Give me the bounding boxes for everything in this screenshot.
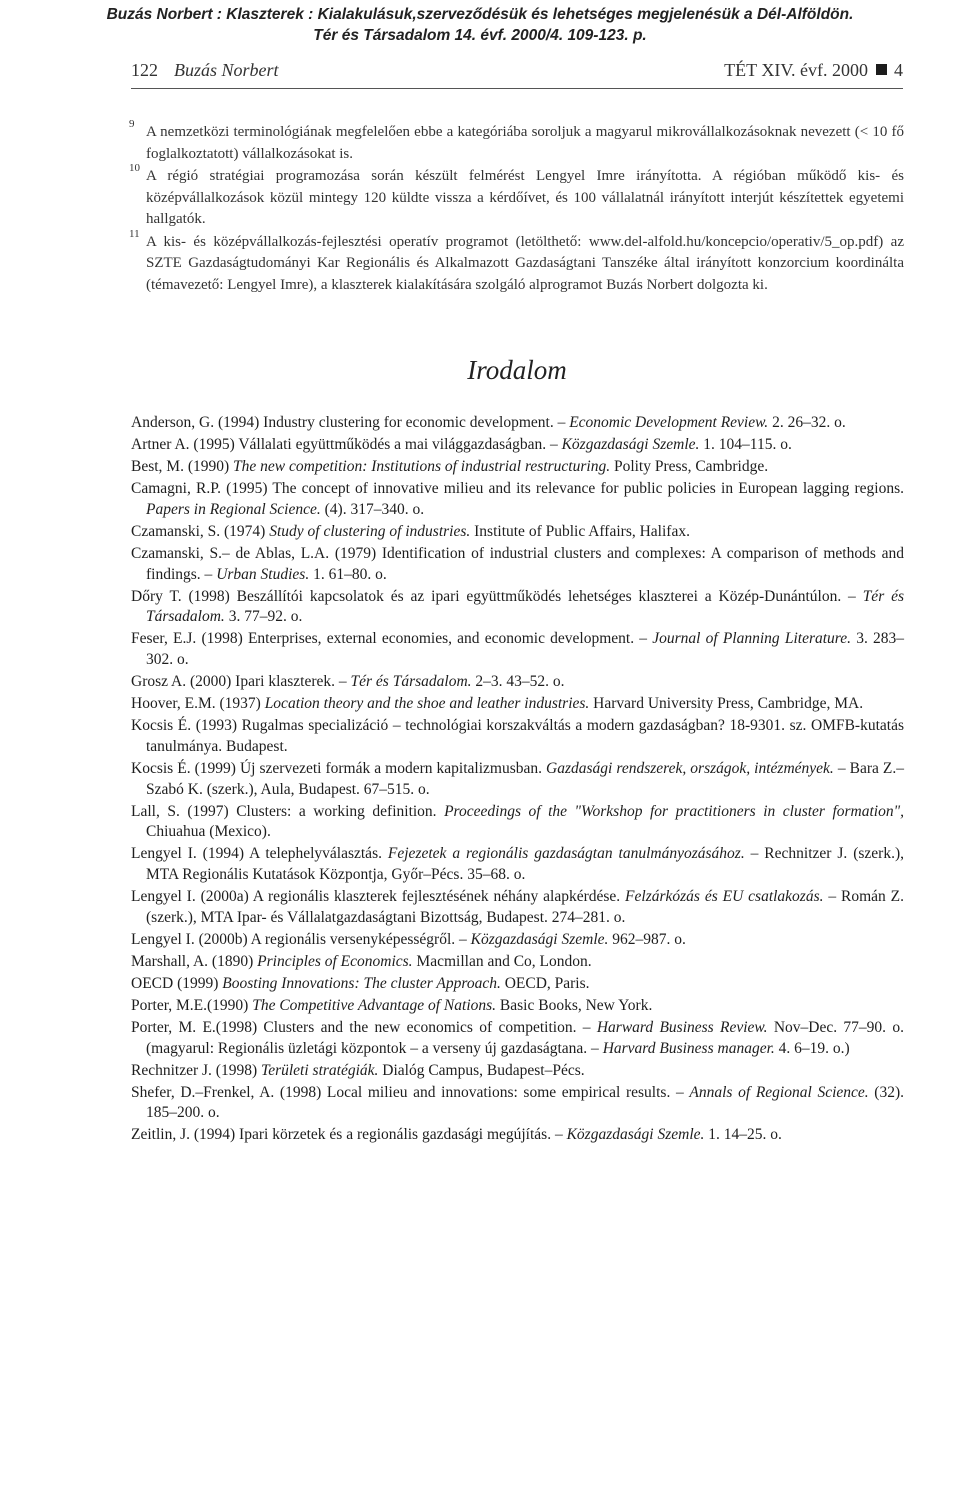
reference-text: Zeitlin, J. (1994) Ipari körzetek és a regionális gazdasági megújítás. – [131, 1126, 567, 1144]
reference-entry [131, 587, 904, 629]
reference-text: – Román Z. (szerk.), MTA Ipar- és Vállalatgazdaságtani Bizottság, Budapest. 274–281. o. [146, 888, 904, 926]
reference-text: – Rechnitzer J. (szerk.), MTA Regionális Kutatások Központja, Győr–Pécs. 35–68. o. [146, 845, 904, 884]
reference-source-title: Tér és Társadalom. [146, 587, 904, 626]
running-head [131, 58, 903, 89]
section-title: Irodalom [467, 355, 567, 385]
footnote-text: A kis- és középvállalkozás-fejlesztési operatív programot (letölthető: www.del-alfold.hu/koncepcio/operativ/5_op.pdf) az SZTE Gazdaságtudományi Kar Regionális és Alkalmazott Gazdaságtani Tanszéke által irányított konzorcium koordinálta (témavezető: Lengyel Imre), a klaszterek kialakítására szolgáló alprogramot Buzás Norbert dolgozta ki. [146, 233, 904, 293]
reference-text: Rechnitzer J. (1998) [131, 1061, 261, 1079]
reference-text: Porter, M.E.(1990) [131, 996, 253, 1014]
reference-source-title: Boosting Innovations: The cluster Approach. [222, 974, 501, 992]
reference-text: – Bara Z.–Szabó K. (szerk.), Aula, Budapest. 67–515. o. [146, 759, 904, 798]
reference-text: Basic Books, New York. [496, 996, 653, 1014]
reference-source-title: Papers in Regional Science. [146, 500, 321, 518]
footnote [129, 162, 904, 231]
reference-text: Marshall, A. (1890) [131, 952, 258, 970]
reference-text: Harvard University Press, Cambridge, MA. [589, 695, 864, 713]
reference-source-title: Journal of Planning Literature. [652, 630, 852, 648]
reference-text: 2–3. 43–52. o. [471, 673, 565, 691]
citation-header [0, 4, 960, 46]
reference-text: Hoover, E.M. (1937) [131, 695, 265, 713]
reference-text: Lall, S. (1997) Clusters: a working definition. [131, 802, 445, 820]
reference-text: 4. 6–19. o.) [774, 1039, 850, 1057]
footnote-number: 9 [129, 118, 135, 130]
reference-text: OECD, Paris. [500, 974, 590, 992]
reference-text: Czamanski, S.– de Ablas, L.A. (1979) Identification of industrial clusters and complexes: A comparison of methods and findings. – [131, 544, 904, 583]
reference-text: Porter, M. E.(1998) Clusters and the new economics of competition. – [131, 1018, 597, 1036]
reference-text: OECD (1999) [131, 974, 223, 992]
reference-entry [131, 1018, 904, 1060]
journal-issue: 4 [894, 60, 903, 80]
reference-entry [131, 1125, 904, 1146]
reference-text: Kocsis É. (1999) Új szervezeti formák a modern kapitalizmusban. [131, 759, 547, 777]
citation-line-2: Tér és Társadalom 14. évf. 2000/4. 109-123. p. [313, 27, 647, 44]
footnote [129, 118, 904, 165]
footnote-text: A nemzetközi terminológiának megfelelően ebbe a kategóriába soroljuk a magyarul mikrovállalkozásoknak nevezett (< 10 fő foglalkoztatott) vállalkozásokat is. [146, 124, 904, 162]
square-bullet-icon [876, 64, 887, 75]
reference-source-title: Study of clustering of industries. [269, 522, 471, 540]
reference-text: Lengyel I. (2000b) A regionális versenyképességről. – [131, 930, 471, 948]
reference-text: Nov–Dec. 77–90. o. (magyarul: Regionális üzletági központok – a verseny új gazdaságtana. – [146, 1018, 904, 1057]
reference-source-title: The Competitive Advantage of Nations. [252, 996, 497, 1014]
reference-text: (32). 185–200. o. [146, 1083, 905, 1122]
reference-entry [131, 413, 904, 434]
reference-entry [131, 694, 904, 715]
reference-source-title: Location theory and the shoe and leather industries. [264, 695, 590, 713]
reference-source-title: Principles of Economics. [257, 952, 413, 970]
citation-line-1: Buzás Norbert : Klaszterek : Kialakulásuk,szerveződésük és lehetséges megjelenésük a Dél-Alföldön. [106, 6, 854, 23]
reference-text: 3. 283–302. o. [146, 630, 905, 669]
reference-entry [131, 435, 904, 456]
footnote-number: 10 [129, 162, 140, 174]
reference-source-title: The new competition: Institutions of industrial restructuring. [233, 457, 611, 475]
reference-text: Artner A. (1995) Vállalati együttműködés a mai világgazdaságban. – [131, 435, 562, 453]
reference-entry [131, 887, 904, 929]
reference-text: Shefer, D.–Frenkel, A. (1998) Local milieu and innovations: some empirical results. – [131, 1083, 690, 1101]
reference-text: Czamanski, S. (1974) [131, 522, 270, 540]
reference-source-title: Harward Business Review. [596, 1018, 768, 1036]
reference-source-title: Közgazdasági Szemle. [566, 1126, 705, 1144]
footnotes [129, 118, 904, 297]
reference-text: Kocsis É. (1993) Rugalmas specializáció – technológiai korszakváltás a modern gazdaságban? 18-9301. sz. OMFB-kutatás tanulmánya. Budapest. [131, 717, 904, 755]
reference-source-title: Proceedings of the "Workshop for practitioners in cluster formation", [444, 802, 904, 820]
reference-source-title: Közgazdasági Szemle. [470, 930, 609, 948]
footnote-text: A régió stratégiai programozása során készült felmérést Lengyel Imre irányította. A régióban működő kis- és középvállalkozások közül mintegy 120 küldte vissza a kérdőívet, és 100 vállalatnál irányított interjút készítettek egyetemi hallgatók. [146, 168, 904, 227]
reference-list [131, 413, 904, 1147]
reference-text: (4). 317–340. o. [320, 500, 425, 518]
reference-source-title: Gazdasági rendszerek, országok, intézmények. [546, 759, 834, 777]
reference-entry [131, 759, 904, 801]
reference-source-title: Economic Development Review. [569, 414, 769, 431]
reference-entry [131, 522, 904, 543]
reference-text: Institute of Public Affairs, Halifax. [470, 522, 690, 540]
footnote [129, 227, 904, 297]
journal-volume: TÉT XIV. évf. 2000 [724, 60, 868, 80]
running-head-author: Buzás Norbert [174, 60, 279, 80]
reference-source-title: Harvard Business manager. [602, 1039, 775, 1057]
reference-entry [131, 1083, 904, 1125]
reference-entry [131, 716, 904, 758]
reference-entry [131, 802, 904, 844]
running-head-left [131, 60, 279, 81]
reference-source-title: Közgazdasági Szemle. [561, 435, 700, 453]
reference-text: 962–987. o. [608, 930, 686, 948]
reference-text: Camagni, R.P. (1995) The concept of innovative milieu and its relevance for public policies in European lagging regions. [131, 479, 904, 497]
reference-text: Lengyel I. (1994) A telephelyválasztás. [131, 845, 388, 863]
reference-source-title: Urban Studies. [216, 565, 310, 583]
reference-text: Best, M. (1990) [131, 457, 234, 475]
reference-entry [131, 629, 904, 671]
reference-text: 1. 61–80. o. [309, 565, 387, 583]
reference-text: Grosz A. (2000) Ipari klaszterek. – [131, 673, 351, 691]
reference-text: Chiuahua (Mexico). [146, 823, 271, 841]
reference-source-title: Tér és Társadalom. [350, 673, 472, 691]
reference-source-title: Felzárkózás és EU csatlakozás. [625, 888, 824, 906]
reference-entry [131, 457, 904, 478]
reference-text: 3. 77–92. o. [224, 608, 303, 626]
reference-text: Macmillan and Co, London. [412, 952, 592, 970]
reference-text: Anderson, G. (1994) Industry clustering for economic development. – [131, 414, 570, 431]
reference-entry [131, 930, 904, 951]
reference-entry [131, 672, 904, 693]
reference-entry [131, 1061, 904, 1082]
reference-entry [131, 996, 904, 1017]
reference-text: 1. 104–115. o. [699, 435, 792, 453]
reference-entry [131, 974, 904, 995]
reference-text: Polity Press, Cambridge. [610, 457, 769, 475]
reference-entry [131, 544, 904, 586]
reference-text: Feser, E.J. (1998) Enterprises, external economies, and economic development. – [131, 630, 653, 648]
reference-text: Dőry T. (1998) Beszállítói kapcsolatok és az ipari együttműködés lehetséges klaszterei a Közép-Dunántúlon. – [131, 587, 863, 605]
reference-source-title: Annals of Regional Science. [689, 1083, 869, 1101]
reference-source-title: Területi stratégiák. [261, 1061, 379, 1079]
reference-text: Lengyel I. (2000a) A regionális klaszterek fejlesztésének néhány alapkérdése. [131, 888, 626, 906]
reference-source-title: Fejezetek a regionális gazdaságtan tanulmányozásához. [387, 845, 745, 863]
reference-text: Dialóg Campus, Budapest–Pécs. [378, 1061, 585, 1079]
footnote-number: 11 [129, 227, 140, 240]
reference-entry [131, 952, 904, 973]
reference-text: 1. 14–25. o. [704, 1126, 782, 1144]
reference-entry [131, 479, 904, 521]
reference-entry [131, 844, 904, 886]
page-number: 122 [131, 60, 158, 80]
reference-text: 2. 26–32. o. [768, 414, 846, 431]
running-head-right [724, 60, 903, 81]
